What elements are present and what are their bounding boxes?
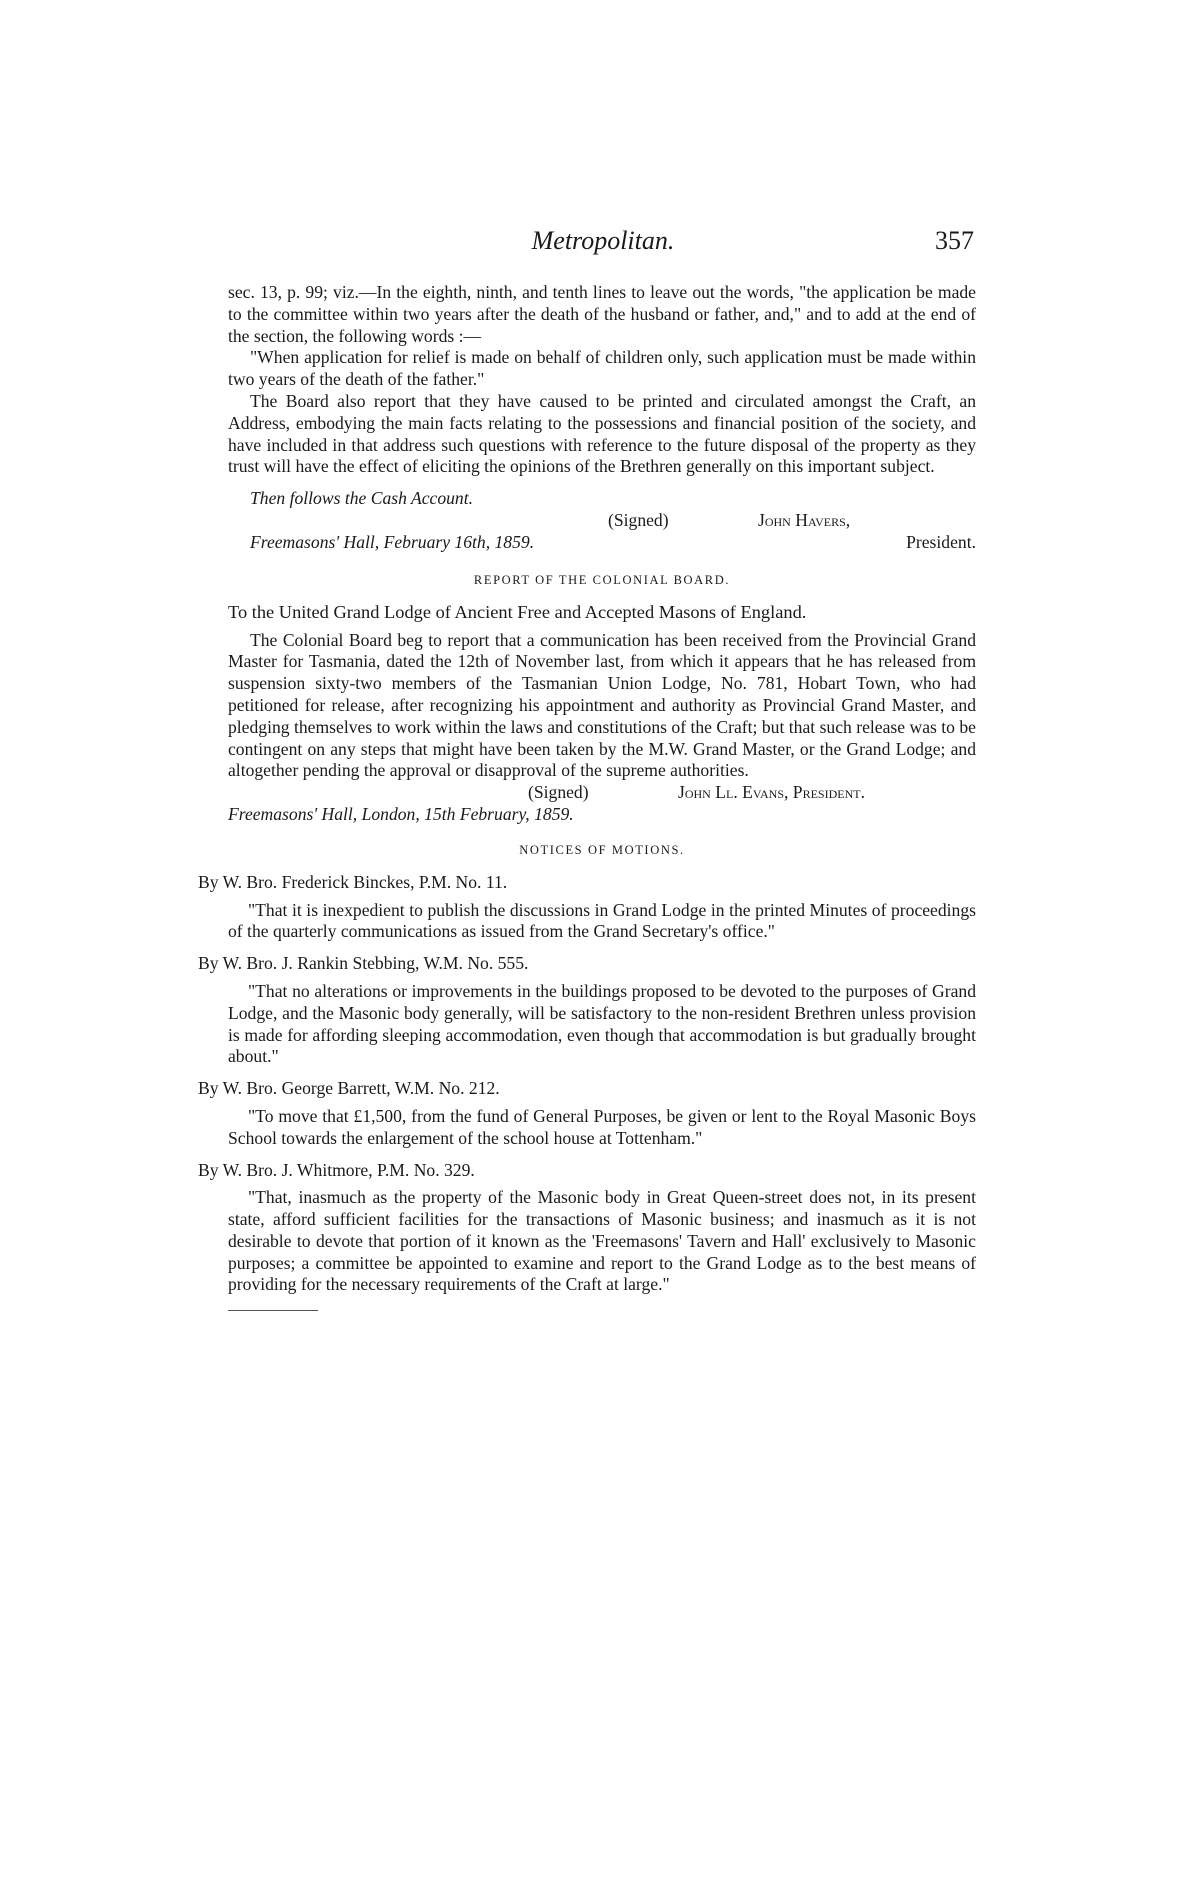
colonial-board-heading: REPORT OF THE COLONIAL BOARD.: [473, 572, 731, 587]
benevolence-paragraph-3: The Board also report that they have caused to be printed and circulated amongst the Craft, an Address, embodying the main facts relating to the possessions and financial position of the society, and have included in that address such questions with reference to the future disposal of the property as they trust will have the effect of eliciting the opinions of the Brethren generally on this important subject.: [228, 390, 976, 477]
colonial-board-address: To the United Grand Lodge of Ancient Free and Accepted Masons of England.: [228, 601, 807, 622]
motion-mover: By W. Bro. George Barrett, W.M. No. 212.: [198, 1078, 500, 1099]
signer-name: John Havers,: [758, 509, 851, 530]
benevolence-paragraph-1: sec. 13, p. 99; viz.—In the eighth, ninth, and tenth lines to leave out the words, "the application be made to the committee within two years after the death of the husband or father, and," and to add at the end of the section, the following words :—: [228, 282, 976, 346]
motion-mover: By W. Bro. J. Whitmore, P.M. No. 329.: [198, 1159, 475, 1180]
benevolence-place-row: [228, 532, 976, 556]
motion: [198, 1159, 976, 1297]
cash-account-note: Then follows the Cash Account.: [250, 488, 474, 509]
page-number: 357: [935, 226, 974, 255]
page-body: [198, 282, 976, 1296]
motion-text: "That no alterations or improvements in the buildings proposed to be devoted to the purposes of Grand Lodge, and the Masonic body generally, will be satisfactory to the non-resident Brethren unless provision is made for affording sleeping accommodation, even though that accommodation is but gradually brought about.": [228, 980, 976, 1067]
colonial-board-paragraph: The Colonial Board beg to report that a communication has been received from the Provincial Grand Master for Tasmania, dated the 12th of November last, from which it appears that he has released from suspension sixty-two members of the Tasmanian Union Lodge, No. 781, Hobart Town, who had petitioned for release, after recognizing his appointment and authority as Provincial Grand Master, and pledging themselves to work within the laws and constitutions of the Craft; but that such release was to be contingent on any steps that might have been taken by the M.W. Grand Master, or the Grand Lodge; and altogether pending the approval or disapproval of the supreme authorities.: [228, 629, 976, 781]
benevolence-signature-row: [228, 510, 976, 532]
notices-heading: NOTICES OF MOTIONS.: [519, 842, 685, 857]
colonial-signature-row: [228, 782, 976, 804]
motion-text: "That, inasmuch as the property of the Masonic body in Great Queen-street does not, in its present state, afford sufficient facilities for the transactions of Masonic business; and inasmuch as it is not desirable to devote that portion of it known as the 'Freemasons' Tavern and Hall' exclusively to Masonic purposes; a committee be appointed to examine and report to the Grand Lodge as to the best means of providing for the necessary requirements of the Craft at large.": [228, 1187, 976, 1295]
motion-mover: By W. Bro. Frederick Binckes, P.M. No. 11.: [198, 871, 508, 892]
colonial-place-date: Freemasons' Hall, London, 15th February, 1859.: [228, 804, 574, 825]
motion-mover: By W. Bro. J. Rankin Stebbing, W.M. No. 555.: [198, 953, 529, 974]
benevolence-paragraph-2: "When application for relief is made on behalf of children only, such application must be made within two years of the death of the father.": [228, 347, 976, 390]
running-head-title: Metropolitan.: [531, 226, 675, 255]
signed-label: (Signed): [528, 782, 589, 803]
signed-label: (Signed): [608, 509, 669, 530]
motion: [198, 1078, 976, 1149]
motion-text: "That it is inexpedient to publish the discussions in Grand Lodge in the printed Minutes of proceedings of the quarterly communications as issued from the Grand Secretary's office.": [228, 899, 976, 942]
signer-name: John Ll. Evans, President.: [678, 782, 865, 803]
motion: [198, 953, 976, 1068]
motion: [198, 871, 976, 943]
end-rule: [228, 1310, 318, 1311]
place-date: Freemasons' Hall, February 16th, 1859.: [250, 531, 535, 552]
motion-text: "To move that £1,500, from the fund of General Purposes, be given or lent to the Royal Masonic Boys School towards the enlargement of the school house at Tottenham.": [228, 1105, 976, 1148]
running-head: [232, 226, 974, 262]
signer-title: President.: [906, 531, 976, 552]
